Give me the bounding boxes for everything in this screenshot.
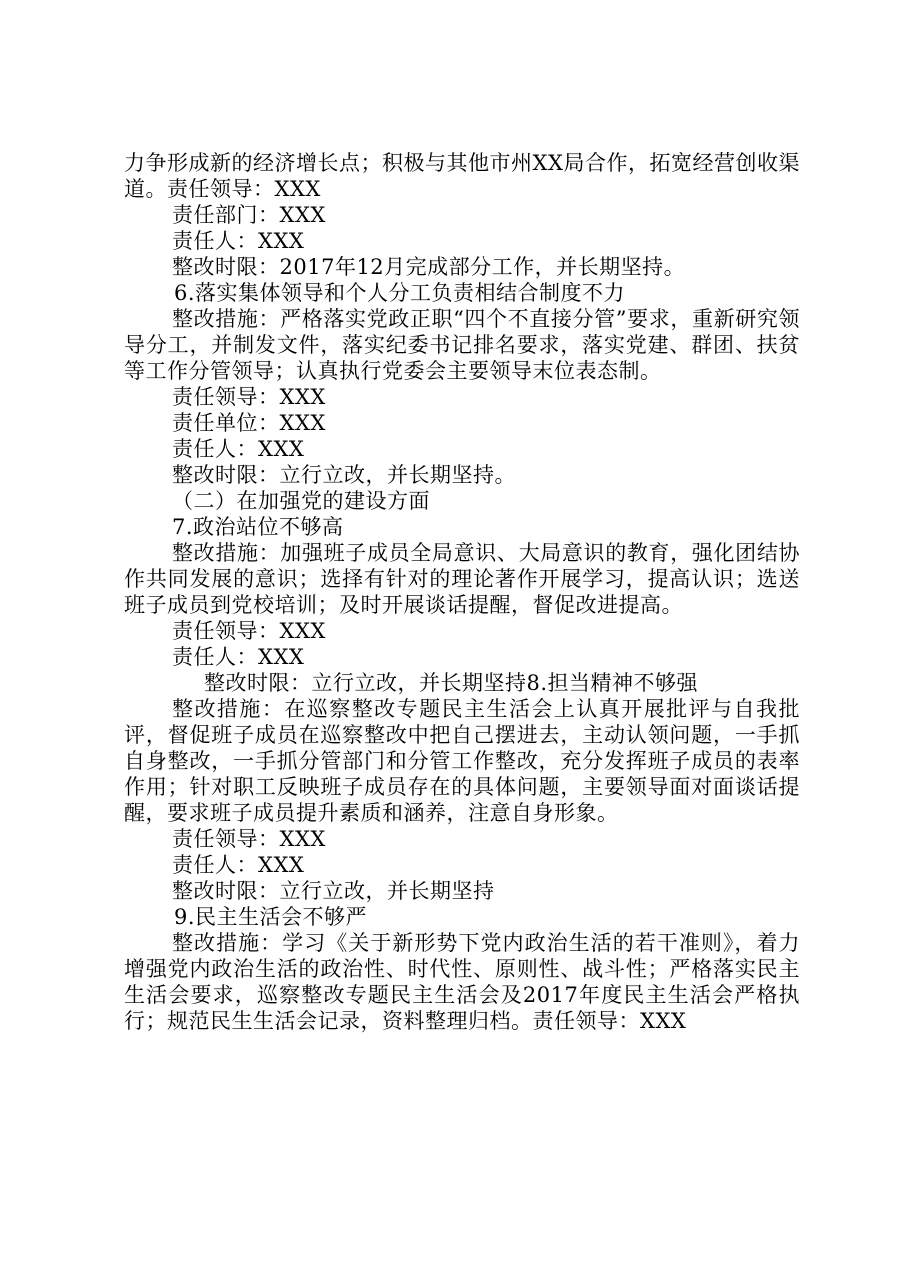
paragraph-7: 责任领导：XXX (172, 385, 326, 409)
paragraph-2: 责任部门：XXX (172, 203, 326, 227)
paragraph-21: 9.民主生活会不够严 (174, 905, 368, 929)
paragraph-3: 责任人：XXX (172, 229, 305, 253)
paragraph-22: 整改措施：学习《关于新形势下党内政治生活的若干准则》，着力增强党内政治生活的政治性、时代性、原则性、战斗性；严格落实民主生活会要求，巡察整改专题民主生活会及2017年度民主生活会严格执行；规范民生生活会记录，资料整理归档。责任领导：XXX (124, 931, 800, 1033)
paragraph-14: 责任领导：XXX (172, 619, 326, 643)
paragraph-15: 责任人：XXX (172, 645, 305, 669)
paragraph-8: 责任单位：XXX (172, 411, 326, 435)
paragraph-20: 整改时限：立行立改，并长期坚持 (172, 879, 495, 903)
paragraph-6: 整改措施：严格落实党政正职“四个不直接分管”要求，重新研究领导分工，并制发文件，落实纪委书记排名要求，落实党建、群团、扶贫等工作分管领导；认真执行党委会主要领导末位表态制。 (124, 307, 800, 383)
paragraph-10: 整改时限：立行立改，并长期坚持。 (172, 463, 516, 487)
paragraph-18: 责任领导：XXX (172, 827, 326, 851)
paragraph-5: 6.落实集体领导和个人分工负责相结合制度不力 (174, 281, 626, 305)
paragraph-4: 整改时限：2017年12月完成部分工作，并长期坚持。 (172, 255, 686, 279)
paragraph-17: 整改措施：在巡察整改专题民主生活会上认真开展批评与自我批评，督促班子成员在巡察整改中把自己摆进去，主动认领问题，一手抓自身整改，一手抓分管部门和分管工作整改，充分发挥班子成员的表率作用；针对职工反映班子成员存在的具体问题，主要领导面对面谈话提醒，要求班子成员提升素质和涵养，注意自身形象。 (124, 697, 800, 825)
paragraph-12: 7.政治站位不够高 (172, 515, 344, 539)
paragraph-16: 整改时限：立行立改，并长期坚持8.担当精神不够强 (204, 671, 699, 695)
paragraph-9: 责任人：XXX (172, 437, 305, 461)
paragraph-13: 整改措施：加强班子成员全局意识、大局意识的教育，强化团结协作共同发展的意识；选择有针对的理论著作开展学习，提高认识；选送班子成员到党校培训；及时开展谈话提醒，督促改进提高。 (124, 541, 800, 617)
paragraph-11: （二）在加强党的建设方面 (172, 489, 430, 513)
paragraph-1: 力争形成新的经济增长点；积极与其他市州XX局合作，拓宽经营创收渠道。责任领导：XXX (124, 151, 800, 201)
paragraph-19: 责任人：XXX (172, 853, 305, 877)
document-body (124, 150, 800, 1034)
